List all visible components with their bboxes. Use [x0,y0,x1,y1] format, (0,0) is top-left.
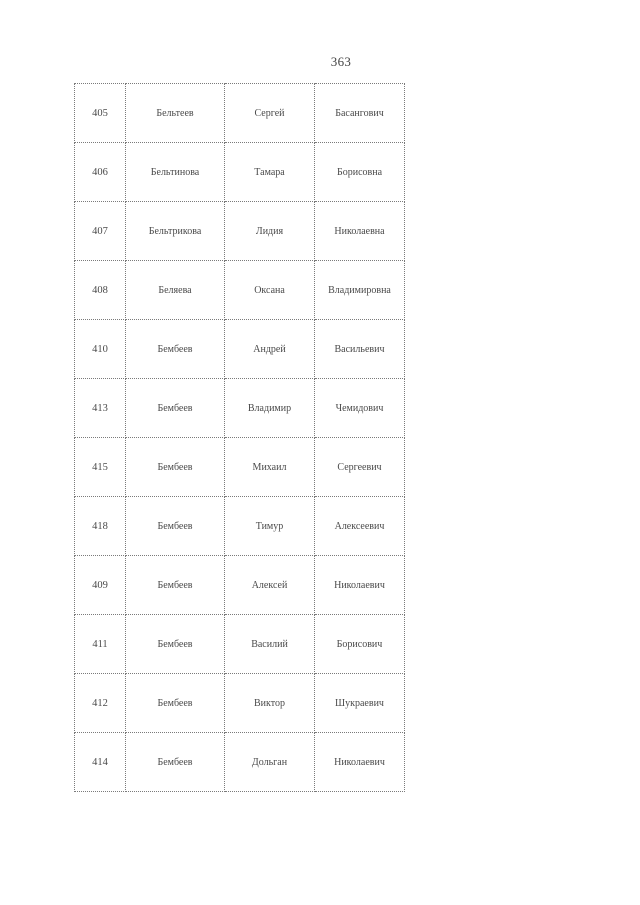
surname-cell: Беляева [126,261,225,320]
row-number-cell: 409 [75,556,126,615]
row-number-cell: 406 [75,143,126,202]
surname-cell: Бембеев [126,438,225,497]
surname-cell: Бембеев [126,615,225,674]
patronymic-cell: Борисович [315,615,405,674]
surname-cell: Бельтрикова [126,202,225,261]
surname-cell: Бембеев [126,497,225,556]
table-row [75,615,405,674]
first-name-cell: Лидия [225,202,315,261]
first-name-cell: Алексей [225,556,315,615]
surname-cell: Бембеев [126,320,225,379]
first-name-cell: Владимир [225,379,315,438]
patronymic-cell: Алексеевич [315,497,405,556]
first-name-cell: Василий [225,615,315,674]
table-row [75,674,405,733]
row-number-cell: 407 [75,202,126,261]
row-number-cell: 410 [75,320,126,379]
table-row [75,733,405,792]
first-name-cell: Дольган [225,733,315,792]
register-table [74,83,405,792]
first-name-cell: Сергей [225,84,315,143]
surname-cell: Бембеев [126,733,225,792]
table-row [75,379,405,438]
table-row [75,143,405,202]
first-name-cell: Оксана [225,261,315,320]
patronymic-cell: Шукраевич [315,674,405,733]
patronymic-cell: Басангович [315,84,405,143]
row-number-cell: 414 [75,733,126,792]
patronymic-cell: Владимировна [315,261,405,320]
row-number-cell: 413 [75,379,126,438]
surname-cell: Бельтинова [126,143,225,202]
row-number-cell: 418 [75,497,126,556]
patronymic-cell: Борисовна [315,143,405,202]
register-table-body [75,84,405,792]
table-row [75,497,405,556]
row-number-cell: 411 [75,615,126,674]
first-name-cell: Тамара [225,143,315,202]
table-row [75,320,405,379]
surname-cell: Бембеев [126,379,225,438]
row-number-cell: 408 [75,261,126,320]
first-name-cell: Андрей [225,320,315,379]
table-row [75,556,405,615]
patronymic-cell: Чемидович [315,379,405,438]
patronymic-cell: Сергеевич [315,438,405,497]
surname-cell: Бембеев [126,674,225,733]
row-number-cell: 412 [75,674,126,733]
page-number: 363 [330,54,352,69]
table-row [75,261,405,320]
first-name-cell: Тимур [225,497,315,556]
first-name-cell: Михаил [225,438,315,497]
table-row [75,438,405,497]
row-number-cell: 415 [75,438,126,497]
patronymic-cell: Васильевич [315,320,405,379]
patronymic-cell: Николаевна [315,202,405,261]
patronymic-cell: Николаевич [315,733,405,792]
table-row [75,202,405,261]
surname-cell: Бембеев [126,556,225,615]
first-name-cell: Виктор [225,674,315,733]
patronymic-cell: Николаевич [315,556,405,615]
row-number-cell: 405 [75,84,126,143]
table-row [75,84,405,143]
surname-cell: Бельтеев [126,84,225,143]
